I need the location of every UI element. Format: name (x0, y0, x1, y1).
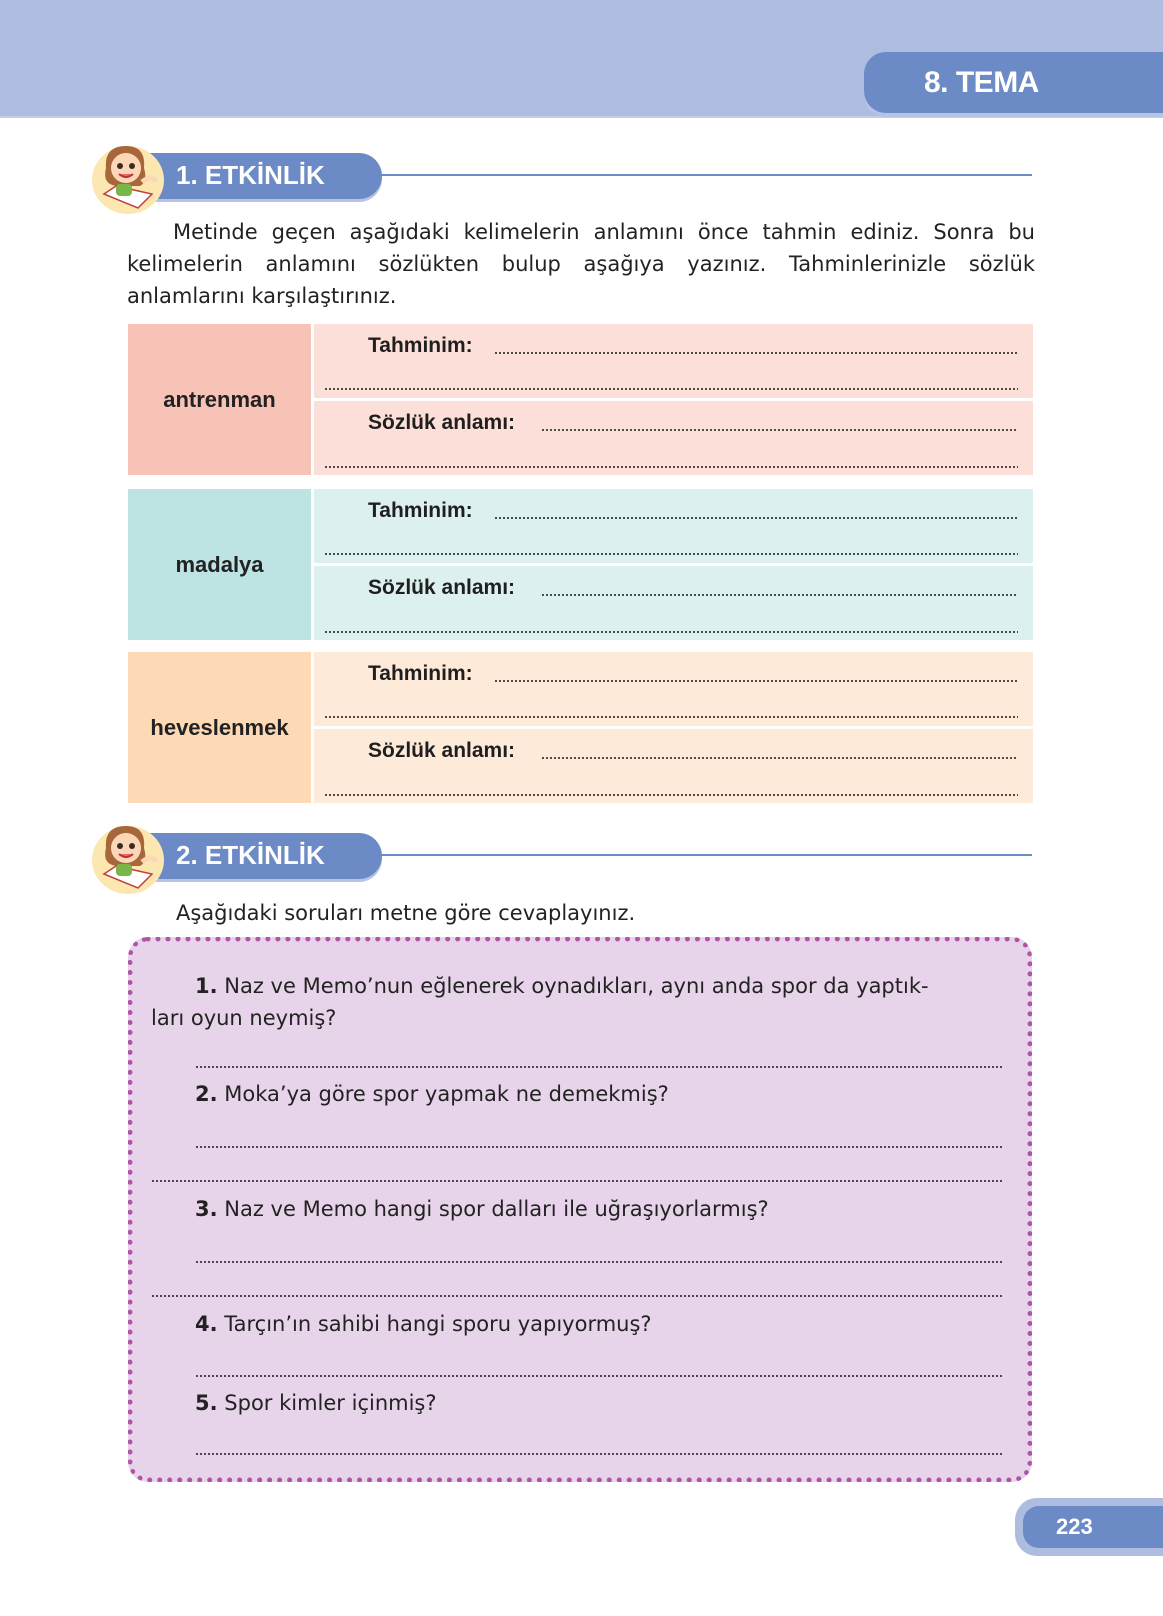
dictionary-label: Sözlük anlamı: (368, 411, 516, 434)
question-3 (195, 1193, 769, 1225)
dictionary-label: Sözlük anlamı: (368, 739, 516, 762)
answer-line[interactable] (195, 1260, 1003, 1264)
activity2-title: 2. ETKİNLİK (176, 840, 325, 870)
answer-line[interactable] (195, 1145, 1003, 1149)
answer-line[interactable] (151, 1179, 1003, 1183)
answer-line[interactable] (494, 351, 1018, 355)
questions-box (128, 937, 1032, 1482)
activity1-title: 1. ETKİNLİK (176, 160, 325, 190)
dictionary-label: Sözlük anlamı: (368, 576, 516, 599)
guess-field[interactable] (314, 489, 1033, 563)
guess-label: Tahminim: (368, 662, 473, 685)
question-text: Tarçın’ın sahibi hangi sporu yapıyormuş? (224, 1312, 652, 1336)
answer-line[interactable] (541, 428, 1018, 432)
activity2-header (86, 818, 1036, 888)
question-text: Moka’ya göre spor yapmak ne demekmiş? (224, 1082, 669, 1106)
activity1-title-pill (138, 153, 382, 199)
answer-line[interactable] (151, 1294, 1003, 1298)
answer-line[interactable] (541, 756, 1018, 760)
question-number: 5. (195, 1391, 218, 1415)
guess-field[interactable] (314, 324, 1033, 398)
question-4 (195, 1308, 652, 1340)
word-row-madalya (128, 489, 1033, 640)
question-text: Spor kimler içinmiş? (224, 1391, 437, 1415)
header-rule (376, 854, 1032, 856)
theme-label: 8. TEMA (924, 66, 1039, 99)
answer-line[interactable] (494, 679, 1018, 683)
word-label: heveslenmek (128, 652, 311, 803)
page-number-tab (1015, 1498, 1163, 1556)
question-number: 2. (195, 1082, 218, 1106)
guess-label: Tahminim: (368, 334, 473, 357)
answer-line[interactable] (324, 465, 1018, 469)
question-number: 4. (195, 1312, 218, 1336)
answer-line[interactable] (324, 715, 1018, 719)
answer-line[interactable] (324, 793, 1018, 797)
answer-line[interactable] (541, 593, 1018, 597)
theme-tab (864, 52, 1163, 113)
word-label: antrenman (128, 324, 311, 475)
answer-line[interactable] (324, 552, 1018, 556)
activity2-title-pill (138, 833, 382, 879)
question-number: 3. (195, 1197, 218, 1221)
question-5 (195, 1387, 437, 1419)
dictionary-field[interactable] (314, 566, 1033, 640)
question-text: Naz ve Memo hangi spor dalları ile uğraşıyorlarmış? (224, 1197, 769, 1221)
page-number: 223 (1056, 1514, 1093, 1539)
girl-reading-icon (86, 818, 166, 898)
question-1-cont: ları oyun neymiş? (151, 1006, 337, 1030)
question-2 (195, 1078, 669, 1110)
dictionary-field[interactable] (314, 729, 1033, 803)
question-text: Naz ve Memo’nun eğlenerek oynadıkları, aynı anda spor da yaptık- (224, 974, 929, 998)
instructions-text: Metinde geçen aşağıdaki kelimelerin anlamını önce tahmin ediniz. Sonra bu kelimelerin anlamını sözlükten bulup aşağıya yazınız. Tahminlerinizle sözlük anlamlarını karşılaştırınız. (127, 220, 1035, 308)
answer-line[interactable] (324, 387, 1018, 391)
activity1-header (86, 138, 1036, 208)
dictionary-field[interactable] (314, 401, 1033, 475)
page-number-inner (1023, 1506, 1163, 1548)
header-rule (376, 174, 1032, 176)
answer-line[interactable] (195, 1065, 1003, 1069)
question-1 (195, 970, 929, 1002)
guess-label: Tahminim: (368, 499, 473, 522)
answer-line[interactable] (324, 630, 1018, 634)
guess-field[interactable] (314, 652, 1033, 726)
activity2-instructions: Aşağıdaki soruları metne göre cevaplayınız. (176, 901, 636, 925)
activity1-instructions (127, 216, 1035, 312)
answer-line[interactable] (195, 1452, 1003, 1456)
word-row-antrenman (128, 324, 1033, 475)
word-row-heveslenmek (128, 652, 1033, 803)
answer-line[interactable] (494, 516, 1018, 520)
question-number: 1. (195, 974, 218, 998)
girl-reading-icon (86, 138, 166, 218)
word-label: madalya (128, 489, 311, 640)
answer-line[interactable] (195, 1374, 1003, 1378)
